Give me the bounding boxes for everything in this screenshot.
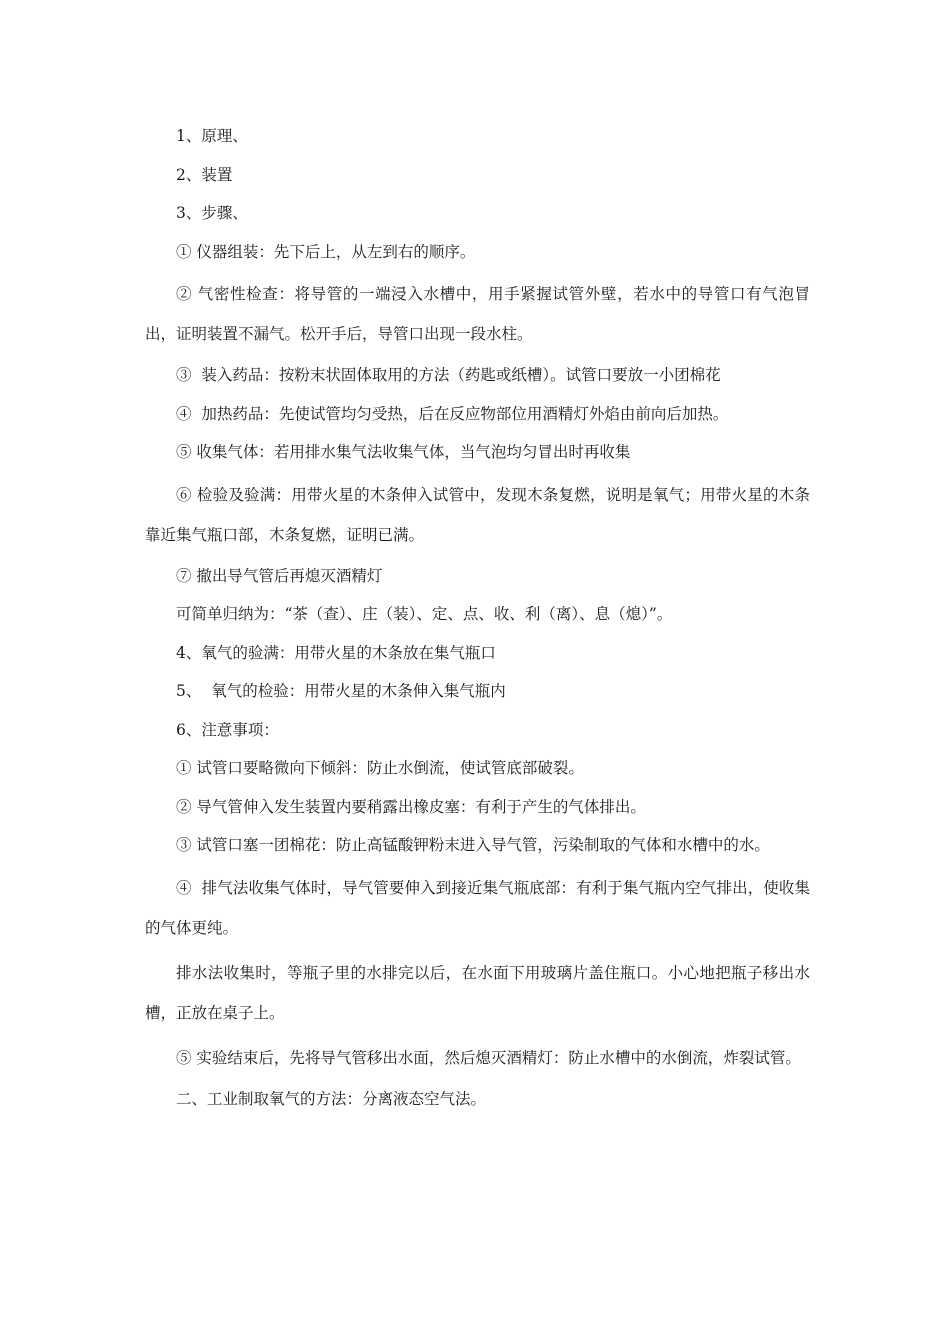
section-steps: 3、步骤、 xyxy=(176,204,248,222)
summary-mnemonic: 可简单归纳为：“茶（查）、庄（装）、定、点、收、利（离）、息（熄）”。 xyxy=(176,605,673,623)
note-water-displacement: 排水法收集时，等瓶子里的水排完以后，在水面下用玻璃片盖住瓶口。小心地把瓶子移出水槽，正放在桌子上。 xyxy=(145,963,810,1022)
note-delivery-tube: ② 导气管伸入发生装置内要稍露出橡皮塞：有利于产生的气体排出。 xyxy=(176,797,646,816)
section-full-check: 4、氧气的验满：用带火星的木条放在集气瓶口 xyxy=(176,643,496,662)
section-industrial-method: 二、工业制取氧气的方法：分离液态空气法。 xyxy=(176,1089,487,1108)
step-remove-tube: ⑦ 撤出导气管后再熄灭酒精灯 xyxy=(176,566,383,585)
step-airtightness: ② 气密性检查：将导管的一端浸入水槽中，用手紧握试管外壁，若水中的导管口有气泡冒出，证明装置不漏气。松开手后，导管口出现一段水柱。 xyxy=(145,285,810,343)
note-tube-tilt: ① 试管口要略微向下倾斜：防止水倒流，使试管底部破裂。 xyxy=(176,759,584,777)
section-test: 5、 氧气的检验：用带火星的木条伸入集气瓶内 xyxy=(176,682,506,700)
note-end-experiment: ⑤ 实验结束后，先将导气管移出水面，然后熄灭酒精灯：防止水槽中的水倒流，炸裂试管。 xyxy=(176,1048,801,1067)
section-apparatus: 2、装置 xyxy=(176,165,233,184)
section-notes: 6、注意事项： xyxy=(176,720,279,739)
step-verify: ⑥ 检验及验满：用带火星的木条伸入试管中，发现木条复燃，说明是氧气；用带火星的木条靠近集气瓶口部，木条复燃，证明已满。 xyxy=(145,485,810,544)
step-collect: ⑤ 收集气体：若用排水集气法收集气体，当气泡均匀冒出时再收集 xyxy=(176,443,631,461)
step-load-reagent: ③ 装入药品：按粉末状固体取用的方法（药匙或纸槽）。试管口要放一小团棉花 xyxy=(176,366,721,384)
note-cotton: ③ 试管口塞一团棉花：防止高锰酸钾粉末进入导气管，污染制取的气体和水槽中的水。 xyxy=(176,836,770,854)
step-heat: ④ 加热药品：先使试管均匀受热，后在反应物部位用酒精灯外焰由前向后加热。 xyxy=(176,404,729,423)
note-air-displacement: ④ 排气法收集气体时，导气管要伸入到接近集气瓶底部：有利于集气瓶内空气排出，使收集的气体更纯。 xyxy=(145,878,810,937)
section-principle: 1、原理、 xyxy=(176,127,248,145)
step-assemble: ① 仪器组装：先下后上，从左到右的顺序。 xyxy=(176,242,476,261)
document-body xyxy=(145,120,810,1121)
